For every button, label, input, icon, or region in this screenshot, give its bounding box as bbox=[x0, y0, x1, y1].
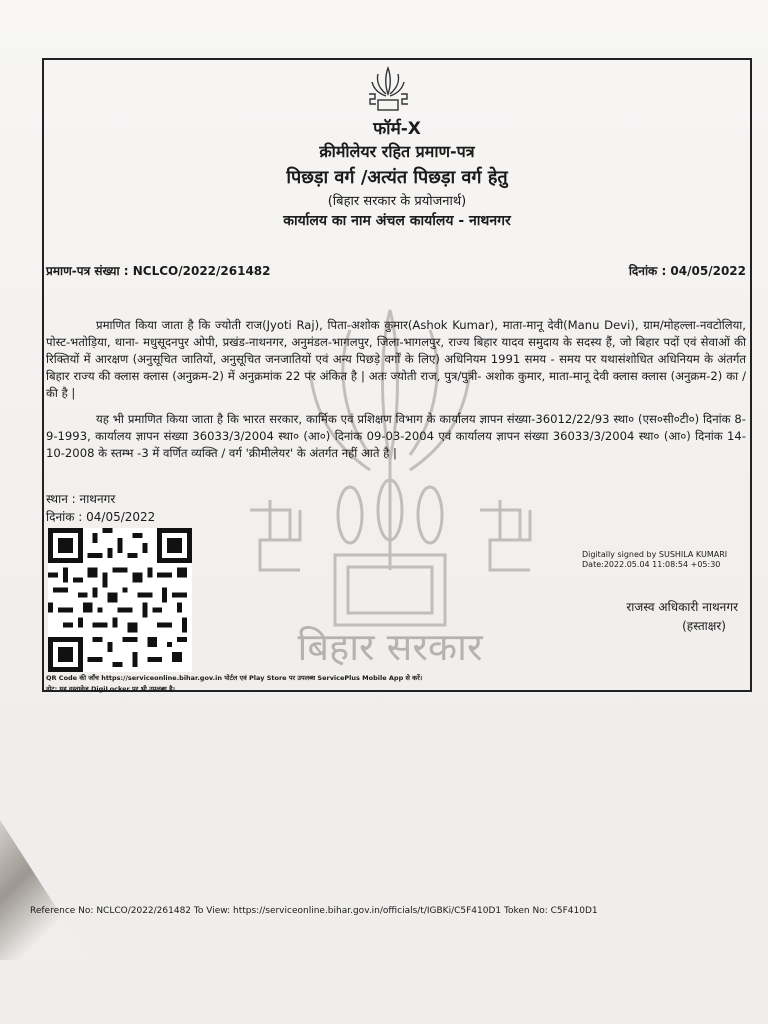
digital-signature-date: Date:2022.05.04 11:08:54 +05:30 bbox=[582, 560, 721, 569]
certificate-title: क्रीमीलेयर रहित प्रमाण-पत्र bbox=[319, 142, 475, 161]
digital-signature-name: Digitally signed by SUSHILA KUMARI bbox=[582, 550, 728, 559]
qr-code[interactable] bbox=[48, 528, 192, 672]
certification-paragraph: प्रमाणित किया जाता है कि ज्योती राज(Jyoti Raj), पिता-अशोक कुमार(Ashok Kumar), माता-मानू देवी(Manu Devi), ग्राम/मोहल्ला-नवटोलिया, पोस्ट-भतोड़िया, थाना- मधुसूदनपुर ओपी, प्रखंड-नाथनगर, अनुमंडल-भागलपुर, जिला-भागलपुर, राज्य बिहार यादव समुदाय के सदस्य हैं, जो बिहार पदों एवं सेवाओं की रिक्तियों में आरक्षण (अनुसूचित जातियों, अनुसूचित जनजातियों एवं अन्य पिछड़े वर्गों के लिए) अधिनियम 1991 समय - समय पर यथासंशोधित अधिनियम के अंतर्गत बिहार राज्य की क्लास क्लास (अनुक्रम-2) में अनुक्रमांक 22 पर अंकित है | अतः ज्योती राज, पुत्र/पुत्री- अशोक कुमार, माता-मानू देवी क्लास क्लास (अनुक्रम-2) का / की है | bbox=[46, 318, 747, 400]
digilocker-note: नोट: यह दस्तावेज़ DigiLocker पर भी उपलब्ध है। bbox=[46, 685, 175, 693]
certificate-number: प्रमाण-पत्र संख्या : NCLCO/2022/261482 bbox=[46, 264, 271, 278]
creamy-layer-paragraph: यह भी प्रमाणित किया जाता है कि भारत सरकार, कार्मिक एवं प्रशिक्षण विभाग के कार्यालय ज्ञापन संख्या-36012/22/93 स्था० (एस०सी०टी०) दिनांक 8-9-1993, कार्यालय ज्ञापन संख्या 36033/3/2004 स्था० (आ०) दिनांक 09-03-2004 एवं कार्यालय ज्ञापन संख्या 36033/3/2004 स्था० (आ०) दिनांक 14-10-2008 के स्तम्भ -3 में वर्णित व्यक्ति / वर्ग 'क्रीमीलेयर' के अंतर्गत नहीं आते है | bbox=[46, 412, 746, 460]
certificate-date: दिनांक : 04/05/2022 bbox=[628, 264, 746, 278]
qr-verification-note: QR Code की जाँच https://serviceonline.bihar.gov.in पोर्टल एवं Play Store पर उपलब्ध ServicePlus Mobile App से करें। bbox=[46, 674, 423, 682]
category-line: पिछड़ा वर्ग /अत्यंत पिछड़ा वर्ग हेतु bbox=[286, 167, 508, 188]
form-title: फॉर्म-X bbox=[373, 119, 421, 139]
officer-title: राजस्व अधिकारी नाथनगर bbox=[626, 600, 738, 614]
place-text: स्थान : नाथनगर bbox=[46, 492, 116, 506]
signature-label: (हस्ताक्षर) bbox=[682, 619, 726, 633]
office-line: कार्यालय का नाम अंचल कार्यालय - नाथनगर bbox=[283, 213, 511, 229]
reference-line: Reference No: NCLCO/2022/261482 To View: https://serviceonline.bihar.gov.in/officials/t/IGBKi/C5F410D1 Token No: C5F410D1 bbox=[30, 906, 598, 916]
issue-date-text: दिनांक : 04/05/2022 bbox=[46, 510, 156, 524]
purpose-line: (बिहार सरकार के प्रयोजनार्थ) bbox=[327, 194, 467, 209]
watermark-text: बिहार सरकार bbox=[297, 625, 483, 669]
bihar-emblem-logo bbox=[366, 64, 410, 114]
